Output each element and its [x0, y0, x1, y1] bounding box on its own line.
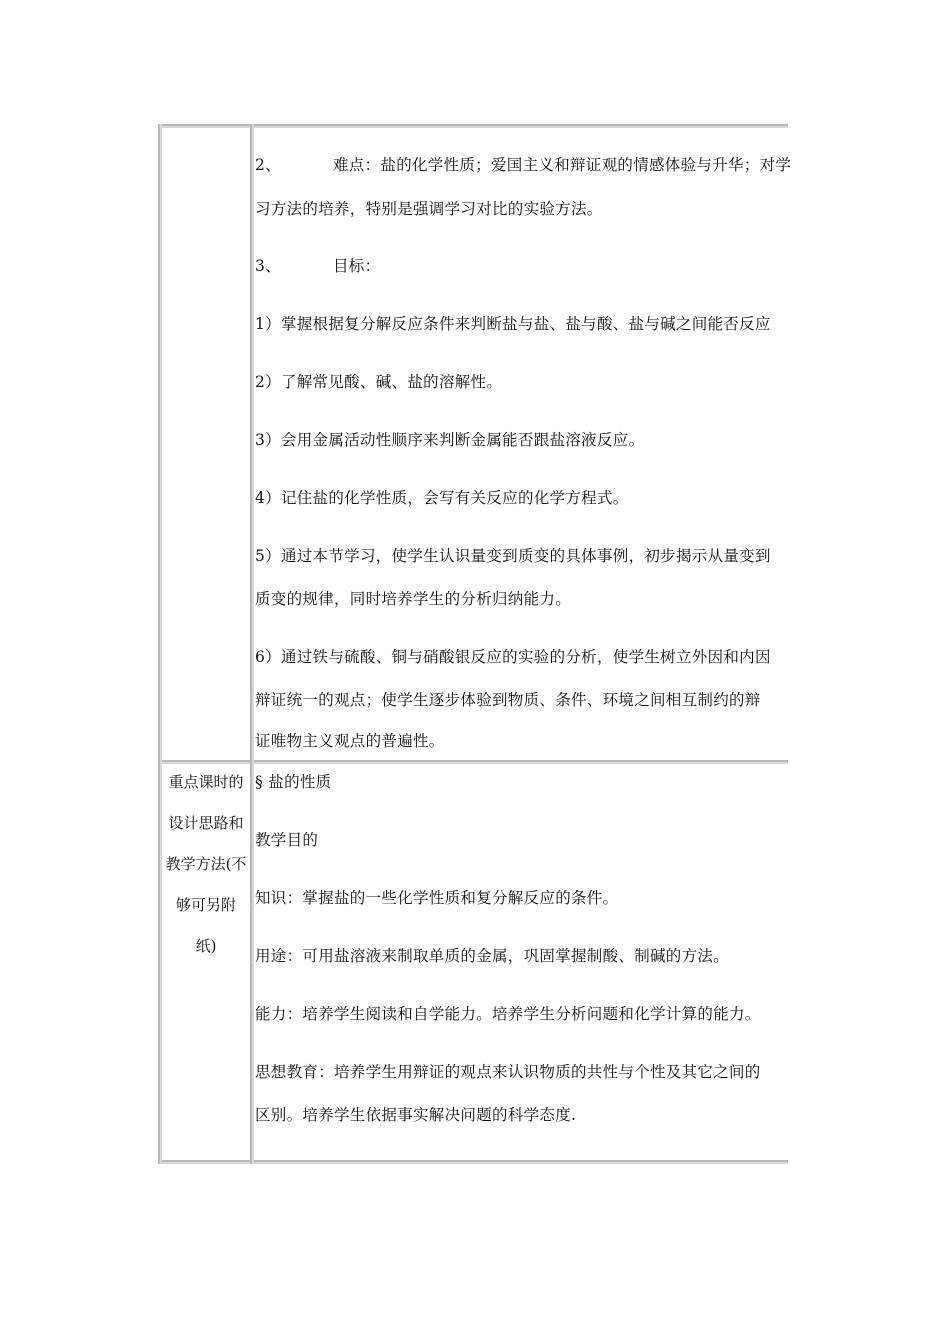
label-line-4: 够可另附 [175, 896, 236, 914]
knowledge-paragraph: 知识：掌握盐的一些化学性质和复分解反应的条件。 [255, 889, 619, 907]
item-2-line-1: 2、 难点：盐的化学性质；爱国主义和辩证观的情感体验与升华；对学 [255, 156, 792, 174]
goal-1: 1）掌握根据复分解反应条件来判断盐与盐、盐与酸、盐与碱之间能否反应 [255, 315, 771, 333]
item-2-line-2: 习方法的培养，特别是强调学习对比的实验方法。 [255, 200, 603, 218]
ideology-paragraph-line-2: 区别。培养学生依据事实解决问题的科学态度. [255, 1106, 577, 1124]
goal-6-line-2: 辩证统一的观点；使学生逐步体验到物质、条件、环境之间相互制约的辩 [255, 691, 761, 709]
table-left-border [158, 124, 162, 1164]
teaching-goal-heading: 教学目的 [255, 831, 319, 849]
label-line-1: 重点课时的 [168, 773, 244, 791]
goal-3: 3）会用金属活动性顺序来判断金属能否跟盐溶液反应。 [255, 431, 645, 449]
column-divider [250, 124, 254, 1164]
usage-paragraph: 用途：可用盐溶液来制取单质的金属，巩固掌握制酸、制碱的方法。 [255, 947, 730, 965]
ability-paragraph: 能力：培养学生阅读和自学能力。培养学生分析问题和化学计算的能力。 [255, 1005, 761, 1023]
label-line-3: 教学方法(不 [165, 855, 247, 873]
design-method-label [160, 762, 252, 967]
label-line-2: 设计思路和 [168, 814, 244, 832]
section-title: § 盐的性质 [255, 773, 332, 791]
item-3-goals-heading: 3、 目标： [255, 257, 381, 275]
goal-5-line-1: 5）通过本节学习，使学生认识量变到质变的具体事例，初步揭示从量变到 [255, 547, 771, 565]
ideology-paragraph-line-1: 思想教育：培养学生用辩证的观点来认识物质的共性与个性及其它之间的 [255, 1063, 761, 1081]
goal-6-line-3: 证唯物主义观点的普遍性。 [255, 732, 445, 750]
goal-4: 4）记住盐的化学性质，会写有关反应的化学方程式。 [255, 489, 629, 507]
goal-2: 2）了解常见酸、碱、盐的溶解性。 [255, 373, 503, 391]
label-line-5: 纸) [195, 937, 217, 955]
goal-5-line-2: 质变的规律，同时培养学生的分析归纳能力。 [255, 590, 572, 608]
goal-6-line-1: 6）通过铁与硫酸、铜与硝酸银反应的实验的分析，使学生树立外因和内因 [255, 648, 771, 666]
